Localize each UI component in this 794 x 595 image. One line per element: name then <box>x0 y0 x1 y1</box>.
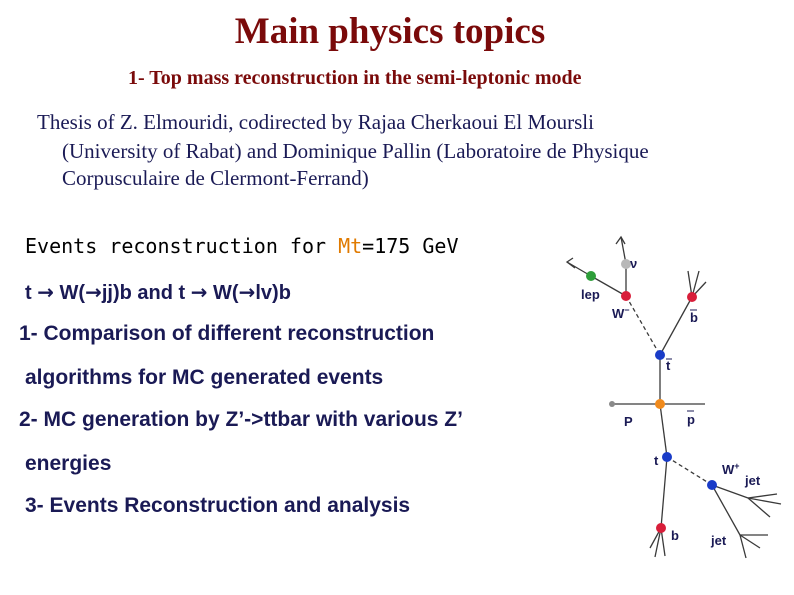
b-bar-dot <box>687 292 697 302</box>
b-dot <box>656 523 666 533</box>
arrow-icon: → <box>190 280 208 304</box>
list-item: energies <box>25 452 112 475</box>
list-item: 2- MC generation by Z’->ttbar with various Z’ <box>19 408 463 431</box>
t-bar-dot <box>655 350 665 360</box>
vertex-dot <box>655 399 665 409</box>
events-suffix: =175 GeV <box>362 234 459 258</box>
decay-w2: W( <box>207 282 239 304</box>
decay-t1: t <box>25 282 38 304</box>
p-left-label: P <box>624 414 633 429</box>
lep-label: lep <box>581 287 600 302</box>
nu-label: ν <box>630 256 638 271</box>
w-plus-label: W+ <box>722 461 740 477</box>
b-bar-label: b <box>690 310 698 325</box>
arrow-icon: → <box>238 280 256 304</box>
jet-label-1: jet <box>745 473 761 488</box>
w-minus-dot <box>621 291 631 301</box>
arrow-icon: → <box>85 280 102 304</box>
list-item: 1- Comparison of different reconstruction <box>19 322 435 345</box>
subtitle: 1- Top mass reconstruction in the semi-leptonic mode <box>128 67 582 89</box>
list-item: algorithms for MC generated events <box>25 366 384 389</box>
b-label: b <box>671 528 679 543</box>
w-plus-dot <box>707 480 717 490</box>
thesis-line-3: Corpusculaire de Clermont-Ferrand) <box>62 166 369 190</box>
events-reconstruction-line <box>25 234 459 258</box>
feynman-diagram <box>555 225 790 575</box>
w-minus-label: W− <box>612 305 630 321</box>
page-title: Main physics topics <box>234 11 546 52</box>
thesis-line-1: Thesis of Z. Elmouridi, codirected by Rajaa Cherkaoui El Moursli <box>37 110 594 134</box>
t-dot <box>662 452 672 462</box>
lepton-dot <box>586 271 596 281</box>
p-right-label: p <box>687 412 695 427</box>
decay-jj: jj)b and t <box>101 282 191 304</box>
thesis-line-2: (University of Rabat) and Dominique Pallin (Laboratoire de Physique <box>62 139 649 163</box>
list-item: 3- Events Reconstruction and analysis <box>25 494 411 517</box>
decay-line <box>25 280 291 305</box>
events-prefix: Events reconstruction for <box>25 234 339 258</box>
decay-lv: lv)b <box>255 282 291 304</box>
t-label: t <box>654 453 659 468</box>
jet-label-2: jet <box>711 533 727 548</box>
t-bar-label: t <box>666 358 671 373</box>
arrow-icon: → <box>37 280 54 304</box>
decay-w1: W( <box>53 282 86 304</box>
mt-symbol: Mt <box>338 234 363 258</box>
diagram-lines <box>567 237 781 558</box>
